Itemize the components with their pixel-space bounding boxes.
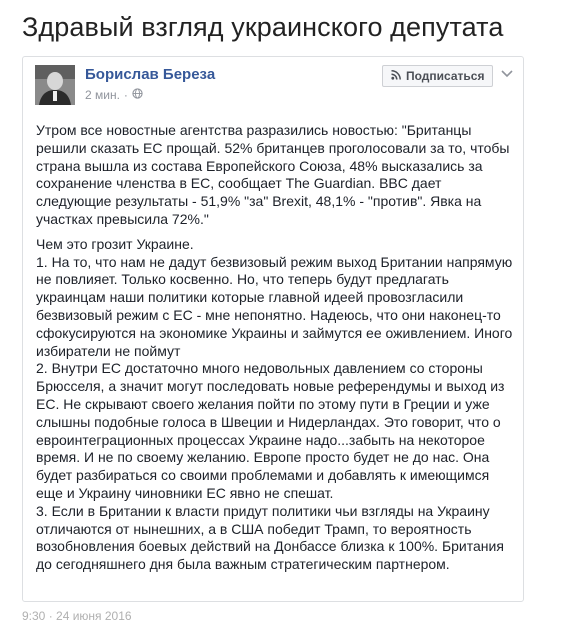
chevron-down-icon[interactable] xyxy=(501,66,513,84)
globe-icon xyxy=(132,88,143,102)
avatar[interactable] xyxy=(35,65,75,105)
follow-button[interactable] xyxy=(382,65,493,87)
footer-date: 9:30 · 24 июня 2016 xyxy=(22,609,132,623)
author-name[interactable]: Борислав Береза xyxy=(85,66,216,83)
page-title: Здравый взгляд украинского депутата xyxy=(22,12,504,42)
post-time[interactable]: 2 мин. xyxy=(85,88,120,102)
post-meta xyxy=(85,88,143,102)
post-text xyxy=(36,122,520,574)
avatar-photo xyxy=(35,65,75,105)
rss-icon xyxy=(391,69,401,83)
post-paragraph: Утром все новостные агентства разразились новостью: "Британцы решили сказать ЕС прощай. 52% британцев проголосовали за то, чтобы страна вышла из состава Европейского Союза, 48% высказались за сохранение членства в ЕС, сообщает The Guardian. BBC дает следующие результаты - 51,9% "за" Brexit, 48,1% - "против". Явка на участках превысила 72%." xyxy=(36,122,510,227)
meta-separator: · xyxy=(123,88,128,102)
post-paragraph: Чем это грозит Украине. 1. На то, что нам не дадут безвизовый режим выход Британии напрямую не повлияет. Только косвенно. Но, что теперь будут предлагать украинцам наши политики которые главной идеей провозгласили безвизовый режим с ЕС - мне непонятно. Надеюсь, что они наконец-то сфокусируются на экономике Украины и займутся ее оживлением. Иного избиратели не поймут 2. Внутри ЕС достаточно много недовольных давлением со стороны Брюсселя, а значит могут последовать новые референдумы и выход из ЕС. Не скрывают своего желания пойти по этому пути в Греции и уже слышны подобные голоса в Швеции и Нидерландах. Это говорит, что о евроинтеграционных процессах Украине надо...забыть на некоторое время. И не по своему желанию. Европе просто будет не до нас. Она будет разбираться со своими проблемами и добавлять к имеющимся еще и Украину чиновники ЕС явно не спешат. 3. Если в Британии к власти придут политики чьи взгляды на Украину отличаются от нынешних, а в США победит Трамп, то вероятность возобновления боевых действий на Донбассе близка к 100%. Британия до сегодняшнего дня была важным стратегическим партнером. xyxy=(36,235,513,573)
facebook-post xyxy=(22,56,524,602)
follow-label: Подписаться xyxy=(406,69,485,83)
